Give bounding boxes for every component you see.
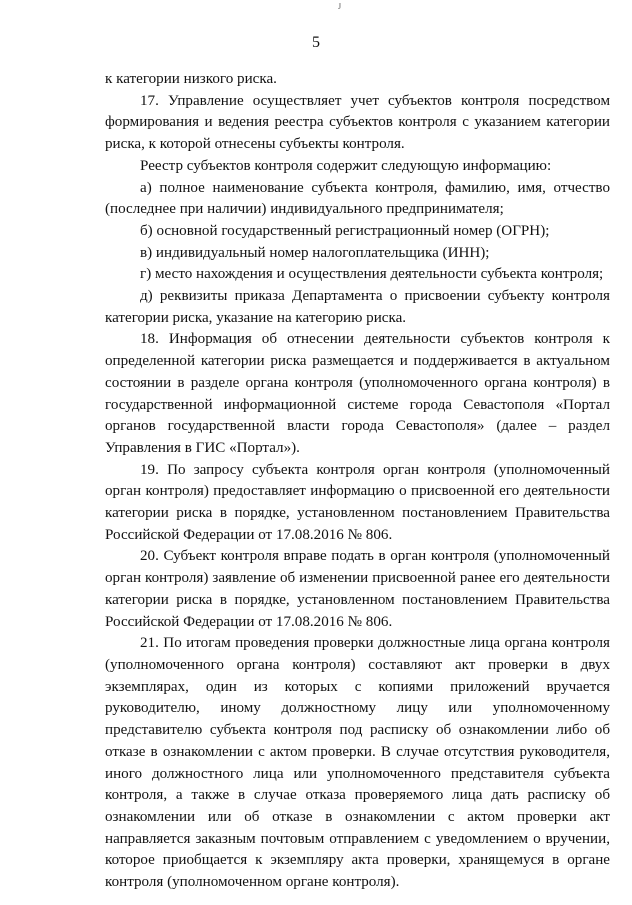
list-item-v: в) индивидуальный номер налогоплательщика (ИНН);	[140, 244, 490, 261]
paragraph-21: 21. По итогам проведения проверки должностные лица органа контроля (уполномоченного органа контроля) составляют акт проверки в двух экземплярах, один из которых с копиями приложений вручается руководителю, иному должностному лицу или уполномоченному представителю субъекта контроля под расписку об ознакомлении либо об отказе в ознакомлении с актом проверки. В случае отсутствия руководителя, иного должностного лица или уполномоченного представителя субъекта контроля, а также в случае отказа проверяемого лица дать расписку об ознакомлении или об отказе в ознакомлении с актом проверки акт направляется заказным почтовым отправлением с уведомлением о вручении, которое приобщается к экземпляру акта проверки, хранящемуся в органе контроля (уполномоченном органе контроля).	[105, 635, 610, 891]
paragraph-registry-intro: Реестр субъектов контроля содержит следующую информацию:	[140, 157, 552, 174]
paragraph-20: 20. Субъект контроля вправе подать в орган контроля (уполномоченный орган контроля) заявление об изменении присвоенной ранее его деятельности категории риска в порядке, установленном постановлением Правительства Российской Федерации от 17.08.2016 № 806.	[105, 548, 610, 630]
paragraph-continuation: к категории низкого риска.	[105, 71, 277, 87]
list-item-d: д) реквизиты приказа Департамента о присвоении субъекту контроля категории риска, указание на категорию риска.	[105, 288, 610, 326]
paragraph-19: 19. По запросу субъекта контроля орган контроля (уполномоченный орган контроля) предоставляет информацию о присвоенной его деятельности категории риска в порядке, установленном постановлением Правительства Российской Федерации от 17.08.2016 № 806.	[105, 461, 610, 543]
scan-mark: J	[338, 2, 342, 11]
list-item-g: г) место нахождения и осуществления деятельности субъекта контроля;	[140, 266, 604, 283]
list-item-a: а) полное наименование субъекта контроля, фамилию, имя, отчество (последнее при наличии) индивидуального предпринимателя;	[105, 179, 610, 218]
list-item-b: б) основной государственный регистрационный номер (ОГРН);	[140, 222, 550, 239]
page-number: 5	[312, 34, 320, 51]
paragraph-18: 18. Информация об отнесении деятельности субъектов контроля к определенной категории риска размещается и поддерживается в актуальном состоянии в разделе органа контроля (уполномоченного органа контроля) в государственной информационной системе города Севастополя «Портал органов государственной власти города Севастополя» (далее – раздел Управления в ГИС «Портал»).	[105, 331, 610, 456]
paragraph-17: 17. Управление осуществляет учет субъектов контроля посредством формирования и ведения реестра субъектов контроля с указанием категории риска, к которой отнесены субъекты контроля.	[105, 92, 610, 153]
document-body	[105, 69, 610, 894]
